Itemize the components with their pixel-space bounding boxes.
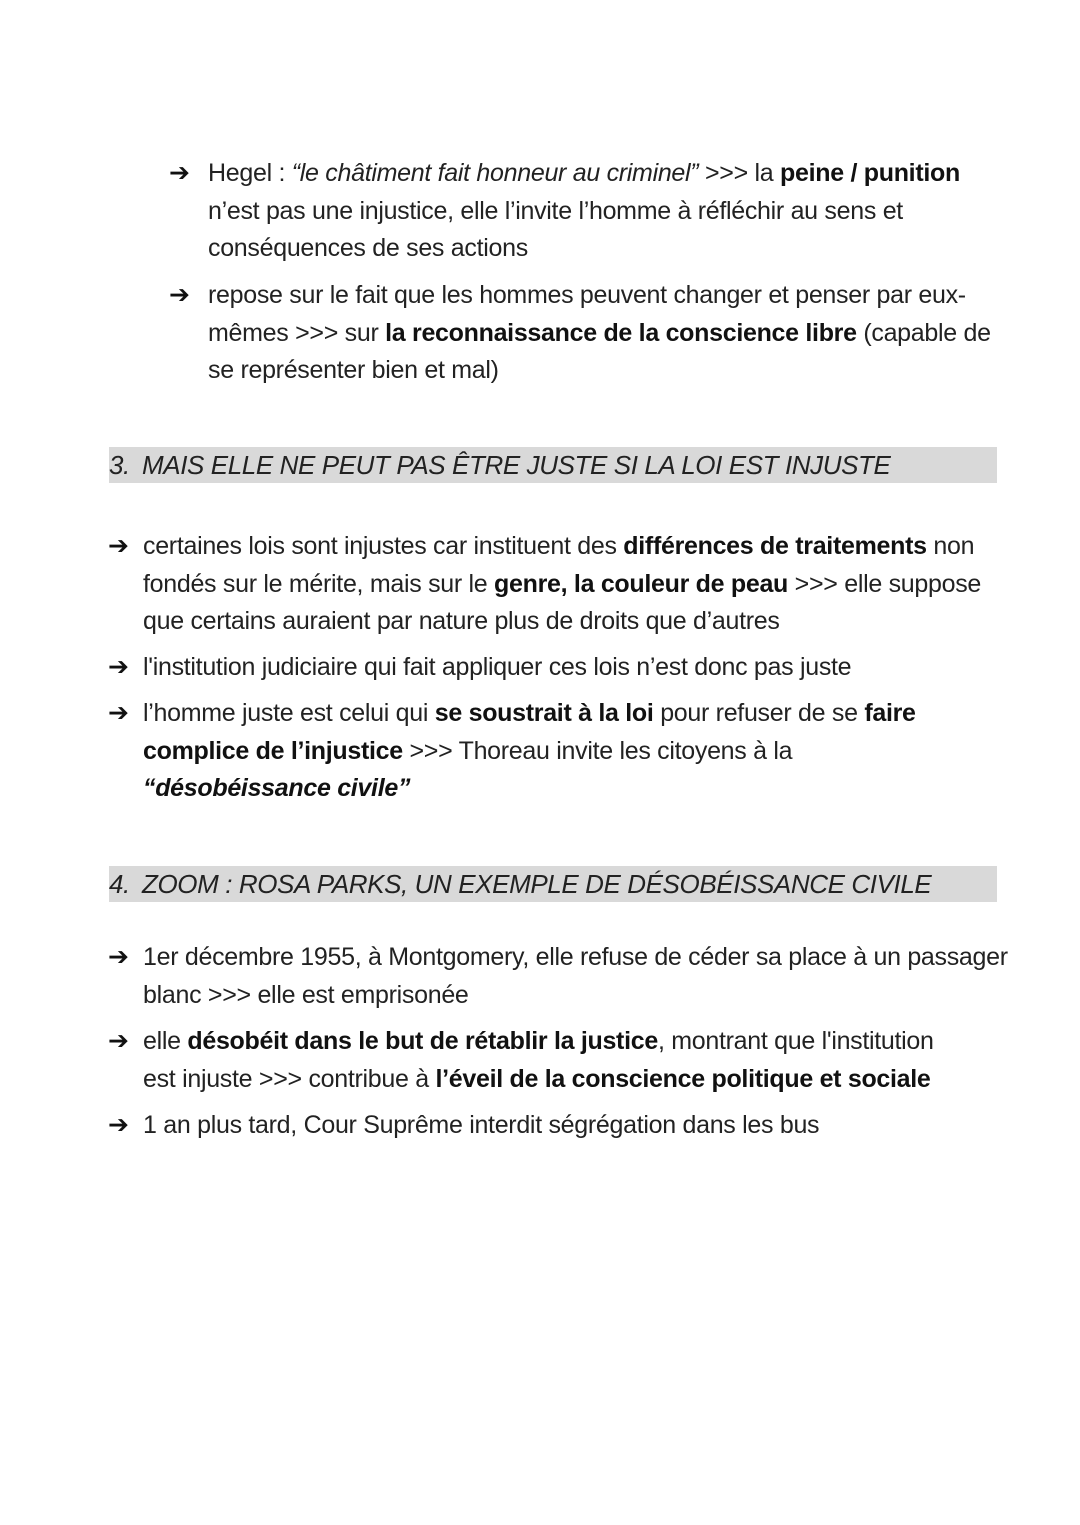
section-number: 4. — [109, 869, 130, 899]
bullet-text — [208, 281, 991, 384]
bullet-text — [143, 943, 1008, 1009]
text-run: 1 an plus tard, Cour Suprême interdit ségrégation dans les bus — [143, 1111, 820, 1139]
bullet-text — [143, 699, 916, 802]
text-run: elle — [143, 1027, 188, 1055]
arrow-icon: ➔ — [108, 943, 129, 971]
bullet-institution-judiciaire — [108, 649, 1008, 687]
text-run: repose sur le fait que les hommes peuvent changer et penser par eux-mêmes >>> sur — [208, 281, 966, 347]
text-run: >>> Thoreau invite les citoyens à la — [402, 736, 793, 765]
section-title: ZOOM : ROSA PARKS, UN EXEMPLE DE DÉSOBÉISSANCE CIVILE — [142, 869, 932, 899]
text-run: se soustrait à la loi — [434, 699, 654, 727]
bullet-conscience-libre — [169, 277, 1008, 390]
text-run: (capable de se représenter bien et mal) — [208, 318, 991, 384]
text-run: l’éveil de la conscience politique et sociale — [435, 1064, 931, 1093]
section-number: 3. — [109, 450, 130, 480]
text-run: n’est pas une injustice, elle l’invite l’homme à réfléchir au sens et conséquences de ses actions — [208, 196, 903, 262]
bullet-text — [143, 653, 851, 681]
bullet-rosa-parks-date — [108, 939, 1008, 1014]
text-run: “le châtiment fait honneur au criminel” — [291, 159, 699, 187]
section-title: MAIS ELLE NE PEUT PAS ÊTRE JUSTE SI LA LOI EST INJUSTE — [142, 450, 891, 480]
text-run: non fondés sur le mérite, mais sur le — [143, 532, 975, 598]
text-run: Hegel : — [208, 159, 292, 187]
arrow-icon: ➔ — [108, 699, 129, 727]
text-run: différences de traitements — [623, 532, 927, 560]
bullet-text — [143, 1027, 934, 1093]
bullet-text — [143, 532, 981, 635]
text-run: pour refuser de se — [653, 699, 865, 727]
text-run: >>> elle suppose que certains auraient par nature plus de droits que d’autres — [143, 569, 982, 635]
text-run: la reconnaissance de la conscience libre — [385, 318, 857, 347]
arrow-icon: ➔ — [108, 1027, 129, 1055]
bullet-text — [143, 1111, 819, 1139]
text-run: , montrant que l'institution est injuste >>> contribue à — [143, 1027, 934, 1093]
text-run: certaines lois sont injustes car instituent des — [143, 532, 624, 560]
bullet-cour-supreme — [108, 1107, 1008, 1145]
text-run: genre, la couleur de peau — [494, 569, 789, 598]
text-run: l'institution judiciaire qui fait appliquer ces lois n’est donc pas juste — [143, 653, 852, 681]
section-4-heading — [109, 866, 997, 902]
text-run: désobéit dans le but de rétablir la justice — [187, 1027, 658, 1055]
arrow-icon: ➔ — [108, 653, 129, 681]
text-run: “désobéissance civile” — [143, 774, 411, 802]
section-3-heading — [109, 447, 997, 483]
text-run: 1er décembre 1955, à Montgomery, elle refuse de céder sa place à un passager blanc >>> elle est emprisonée — [143, 943, 1008, 1009]
bullet-homme-juste — [108, 695, 953, 808]
text-run: >>> la — [698, 159, 781, 187]
arrow-icon: ➔ — [108, 1111, 129, 1139]
bullet-desobeit — [108, 1023, 963, 1098]
text-run: faire complice de l’injustice — [143, 699, 916, 765]
arrow-icon: ➔ — [108, 532, 129, 560]
bullet-lois-injustes — [108, 528, 1008, 641]
text-run: l’homme juste est celui qui — [143, 699, 435, 727]
text-run: peine / punition — [780, 159, 960, 187]
arrow-icon: ➔ — [169, 159, 190, 187]
arrow-icon: ➔ — [169, 281, 190, 309]
bullet-hegel — [169, 155, 1008, 268]
bullet-text — [208, 159, 960, 262]
